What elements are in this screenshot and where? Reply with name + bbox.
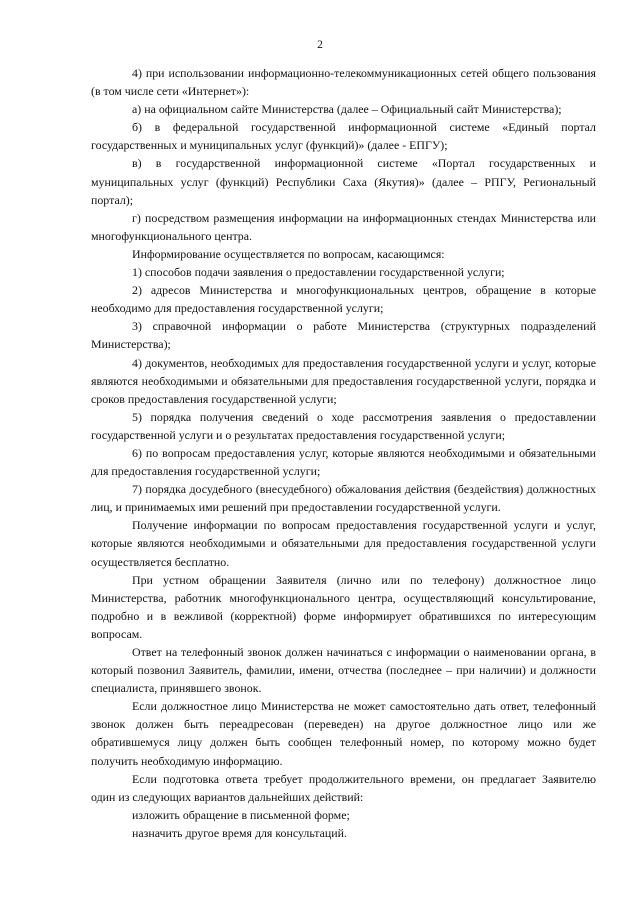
paragraph: а) на официальном сайте Министерства (далее – Официальный сайт Министерства);: [132, 102, 562, 117]
paragraph: г) посредством размещения информации на информационных стендах Министерства или многофункционального центра.: [91, 210, 596, 243]
paragraph: При устном обращении Заявителя (лично или по телефону) должностное лицо Министерства, работник многофункционального центра, осуществляющий консультирование, подробно и в вежливой (корректной) форме информирует обратившихся по интересующим вопросам.: [91, 572, 596, 641]
paragraph: 2) адресов Министерства и многофункциональных центров, обращение в которые необходимо для предоставления государственной услуги;: [91, 283, 596, 316]
paragraph: в) в государственной информационной системе «Портал государственных и муниципальных услуг (функций) Республики Саха (Якутия)» (далее – РПГУ, Региональный портал);: [91, 156, 596, 207]
paragraph: 6) по вопросам предоставления услуг, которые являются необходимыми и обязательными для предоставления государственной услуги;: [91, 445, 596, 479]
paragraph: б) в федеральной государственной информационной системе «Единый портал государственных и муниципальных услуг (функций)» (далее - ЕПГУ);: [91, 120, 596, 153]
paragraph: Информирование осуществляется по вопросам, касающимся:: [132, 246, 445, 261]
paragraph: 5) порядка получения сведений о ходе рассмотрения заявления о предоставлении государственной услуги и о результатах предоставления государственной услуги;: [91, 409, 596, 442]
paragraph: изложить обращение в письменной форме;: [132, 807, 350, 822]
paragraph: 3) справочной информации о работе Министерства (структурных подразделений Министерства);: [91, 319, 596, 352]
paragraph: 4) документов, необходимых для предоставления государственной услуги и услуг, которые являются необходимыми и обязательными для предоставления государственной услуги, порядка и сроков предоставления государственной услуги;: [91, 355, 596, 406]
paragraph: Если должностное лицо Министерства не может самостоятельно дать ответ, телефонный звонок должен быть переадресован (переведен) на другое должностное лицо или же обратившемуся лицу должен быть сообщен телефонный номер, по которому можно будет получить необходимую информацию.: [91, 699, 596, 768]
paragraph: Если подготовка ответа требует продолжительного времени, он предлагает Заявителю один из следующих вариантов дальнейших действий:: [91, 771, 596, 804]
paragraph: 1) способов подачи заявления о предоставлении государственной услуги;: [132, 265, 505, 280]
paragraph: 7) порядка досудебного (внесудебного) обжалования действия (бездействия) должностных лиц, и принимаемых ими решений при предоставлении государственной услуги.: [91, 482, 596, 515]
paragraph: 4) при использовании информационно-телекоммуникационных сетей общего пользования (в том числе сети «Интернет»):: [91, 66, 596, 99]
paragraph: Получение информации по вопросам предоставления государственной услуги и услуг, которые являются необходимыми и обязательными для предоставления государственной услуги осуществляется бесплатно.: [91, 518, 596, 569]
paragraph: Ответ на телефонный звонок должен начинаться с информации о наименовании органа, в который позвонил Заявитель, фамилии, имени, отчества (последнее – при наличии) и должности специалиста, принявшего звонок.: [91, 645, 596, 696]
paragraph: назначить другое время для консультаций.: [132, 825, 347, 840]
document-body: [91, 64, 596, 842]
page-number: 2: [317, 39, 323, 51]
